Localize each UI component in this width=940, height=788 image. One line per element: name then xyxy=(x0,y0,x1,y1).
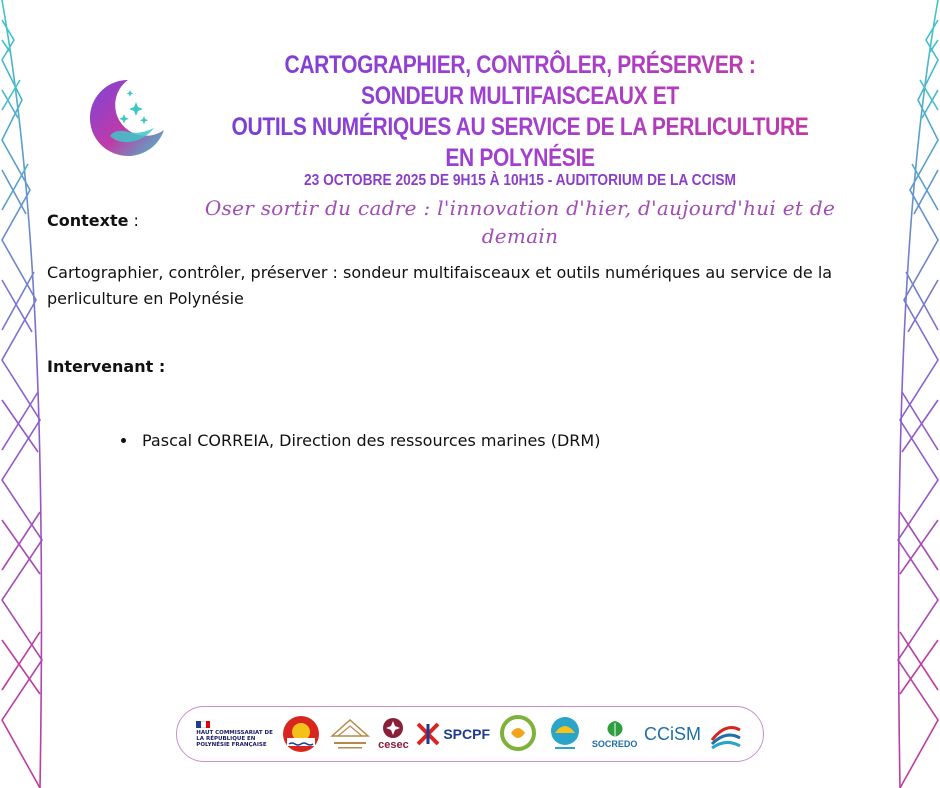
haut-commissariat-logo xyxy=(196,721,274,748)
socredo-leaf-icon xyxy=(602,719,628,739)
socredo-logo xyxy=(592,719,638,749)
spcpf-logo xyxy=(415,721,490,747)
polynesie-francaise-emblem-icon xyxy=(281,714,321,754)
french-flag-icon xyxy=(196,721,210,728)
event-description xyxy=(47,208,877,454)
speaker-item: • Pascal CORREIA, Direction des ressources marines (DRM) xyxy=(138,428,877,454)
assemblee-logo-icon xyxy=(328,714,372,754)
chambre-agriculture-logo-icon xyxy=(545,713,585,755)
partner-logos-strip xyxy=(176,706,764,762)
context-label: Contexte xyxy=(47,211,129,230)
haut-commissariat-text: HAUT COMMISSARIAT DE LA RÉPUBLIQUE EN POLYNÉSIE FRANÇAISE xyxy=(196,729,273,748)
spcpf-emblem-icon xyxy=(415,721,441,747)
context-text: Cartographier, contrôler, préserver : sondeur multifaisceaux et outils numériques au service de la perliculture en Polynésie xyxy=(47,263,833,308)
speaker-label: Intervenant : xyxy=(47,357,166,376)
event-tagline: Oser sortir du cadre : l'innovation d'hier, d'aujourd'hui et de demain xyxy=(204,196,836,248)
spcpf-text: SPCPF xyxy=(443,726,491,742)
socredo-text: SOCREDO xyxy=(591,739,638,749)
speaker-list xyxy=(47,428,877,454)
right-decorative-pattern xyxy=(880,0,940,788)
event-date-location: 23 OCTOBRE 2025 DE 9H15 À 10H15 - AUDITORIUM DE LA CCISM xyxy=(303,172,737,189)
ccism-text: CCiSM xyxy=(643,723,701,744)
cesec-emblem-icon xyxy=(382,717,404,739)
event-crescent-logo-icon xyxy=(84,76,166,158)
innovation-wave-logo-icon xyxy=(708,716,744,752)
cesec-logo xyxy=(378,717,409,751)
cesec-text: cesec xyxy=(378,739,409,751)
context-label-suffix: : xyxy=(128,211,139,230)
event-title: CARTOGRAPHIER, CONTRÔLER, PRÉSERVER : SONDEUR MULTIFAISCEAUX ET OUTILS NUMÉRIQUES AU SERVICE DE LA PERLICULTURE EN POLYNÉSIE xyxy=(231,51,809,172)
context-heading xyxy=(47,208,877,234)
cgf-logo-icon xyxy=(497,713,539,755)
